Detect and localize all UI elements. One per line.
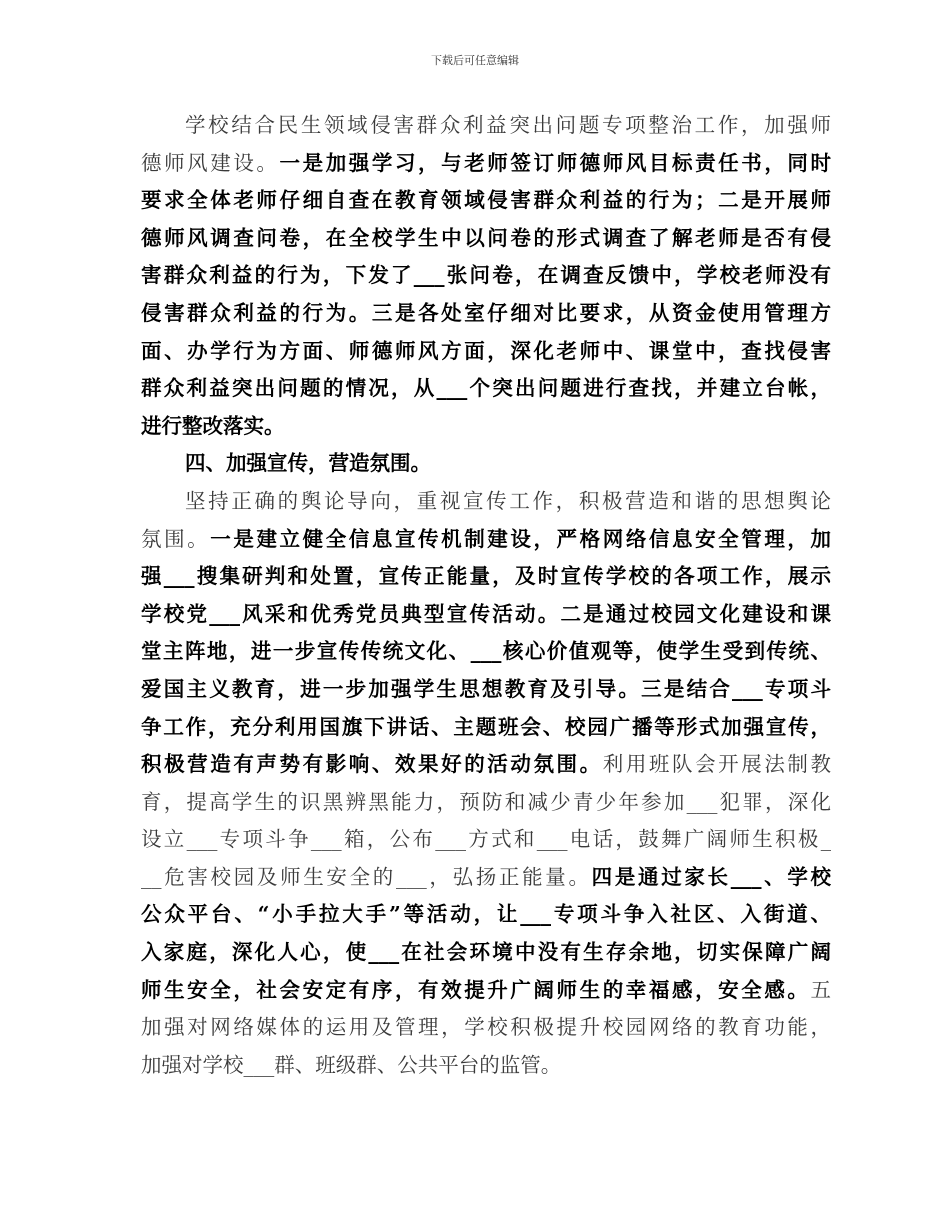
text-line [141,859,831,897]
light-text-run: 德师风建设。 [141,150,280,175]
text-line [141,596,831,634]
text-line [141,182,831,220]
bold-text-run: 群众利益突出问题的情况，从___个突出问题进行查找，并建立台帐， [141,376,831,401]
bold-text-run: 入家庭，深化人心，使___在社会环境中没有生存余地，切实保障广阔 [141,940,831,965]
light-text-run: 设立___专项斗争___箱，公布___方式和___电话，鼓舞广阔师生积极_ [141,827,831,852]
light-text-run: 学校结合民生领域侵害群众利益突出问题专项整治工作，加强师 [185,113,831,137]
bold-text-run: 德师风调查问卷，在全校学生中以问卷的形式调查了解老师是否有侵 [141,225,831,250]
bold-text-run: 公众平台、“小手拉大手”等活动，让___专项斗争入社区、入街道、 [141,902,831,927]
text-line [141,1047,831,1085]
bold-text-run: 爱国主义教育，进一步加强学生思想教育及引导。三是结合___专项斗 [141,676,831,701]
text-line [141,220,831,258]
text-line [141,145,831,183]
text-line [141,709,831,747]
text-line [141,107,831,145]
bold-text-run: 堂主阵地，进一步宣传传统文化、___核心价值观等，使学生受到传统、 [141,639,831,664]
light-text-run: 加强对学校___群、班级群、公共平台的监管。 [141,1052,562,1077]
light-text-run: 育，提高学生的识黑辨黑能力，预防和减少青少年参加___犯罪，深化 [141,789,831,814]
bold-text-run: 强___搜集研判和处置，宣传正能量，及时宣传学校的各项工作，展示 [141,564,831,589]
text-line [141,558,831,596]
bold-text-run: 侵害群众利益的行为。三是各处室仔细对比要求，从资金使用管理方 [141,300,831,325]
text-line [141,370,831,408]
bold-text-run: 一是建立健全信息宣传机制建设，严格网络信息安全管理，加 [210,526,832,551]
text-line [141,445,831,483]
text-line [141,521,831,559]
text-line [141,295,831,333]
bold-text-run: 学校党___风采和优秀党员典型宣传活动。二是通过校园文化建设和课 [141,601,831,626]
bold-text-run: 师生安全，社会安定有序，有效提升广阔师生的幸福感，安全感。 [141,977,811,1002]
text-line [141,821,831,859]
bold-text-run: 四是通过家长___、学校 [591,864,832,889]
text-line [141,633,831,671]
bold-text-run: 积极营造有声势有影响、效果好的活动氛围。 [141,752,603,777]
light-text-run: 坚持正确的舆论导向，重视宣传工作，积极营造和谐的思想舆论 [185,488,831,513]
light-text-run: __危害校园及师生安全的___，弘扬正能量。 [141,864,592,889]
bold-text-run: 进行整改落实。 [141,413,285,438]
bold-text-run: 要求全体老师仔细自查在教育领域侵害群众利益的行为；二是开展师 [141,188,831,213]
text-line [141,408,831,446]
text-line [141,746,831,784]
bold-text-run: 四、加强宣传，营造氛围。 [185,451,431,476]
text-line [141,1009,831,1047]
page-header: 下载后可任意编辑 [431,54,519,67]
bold-text-run: 一是加强学习，与老师签订师德师风目标责任书，同时 [279,150,832,175]
light-text-run: 加强对网络媒体的运用及管理，学校积极提升校园网络的教育功能， [141,1015,831,1040]
text-line [141,257,831,295]
light-text-run: 五 [810,977,831,1002]
text-line [141,483,831,521]
light-text-run: 利用班队会开展法制教 [602,752,832,777]
text-line [141,333,831,371]
text-line [141,896,831,934]
text-line [141,972,831,1010]
text-line [141,784,831,822]
bold-text-run: 争工作，充分利用国旗下讲话、主题班会、校园广播等形式加强宣传， [141,714,831,739]
bold-text-run: 害群众利益的行为，下发了___张问卷，在调查反馈中，学校老师没有 [141,263,831,288]
text-line [141,671,831,709]
light-text-run: 氛围。 [141,526,211,551]
document-body [141,107,831,1084]
text-line [141,934,831,972]
bold-text-run: 面、办学行为方面、师德师风方面，深化老师中、课堂中，查找侵害 [141,338,831,363]
